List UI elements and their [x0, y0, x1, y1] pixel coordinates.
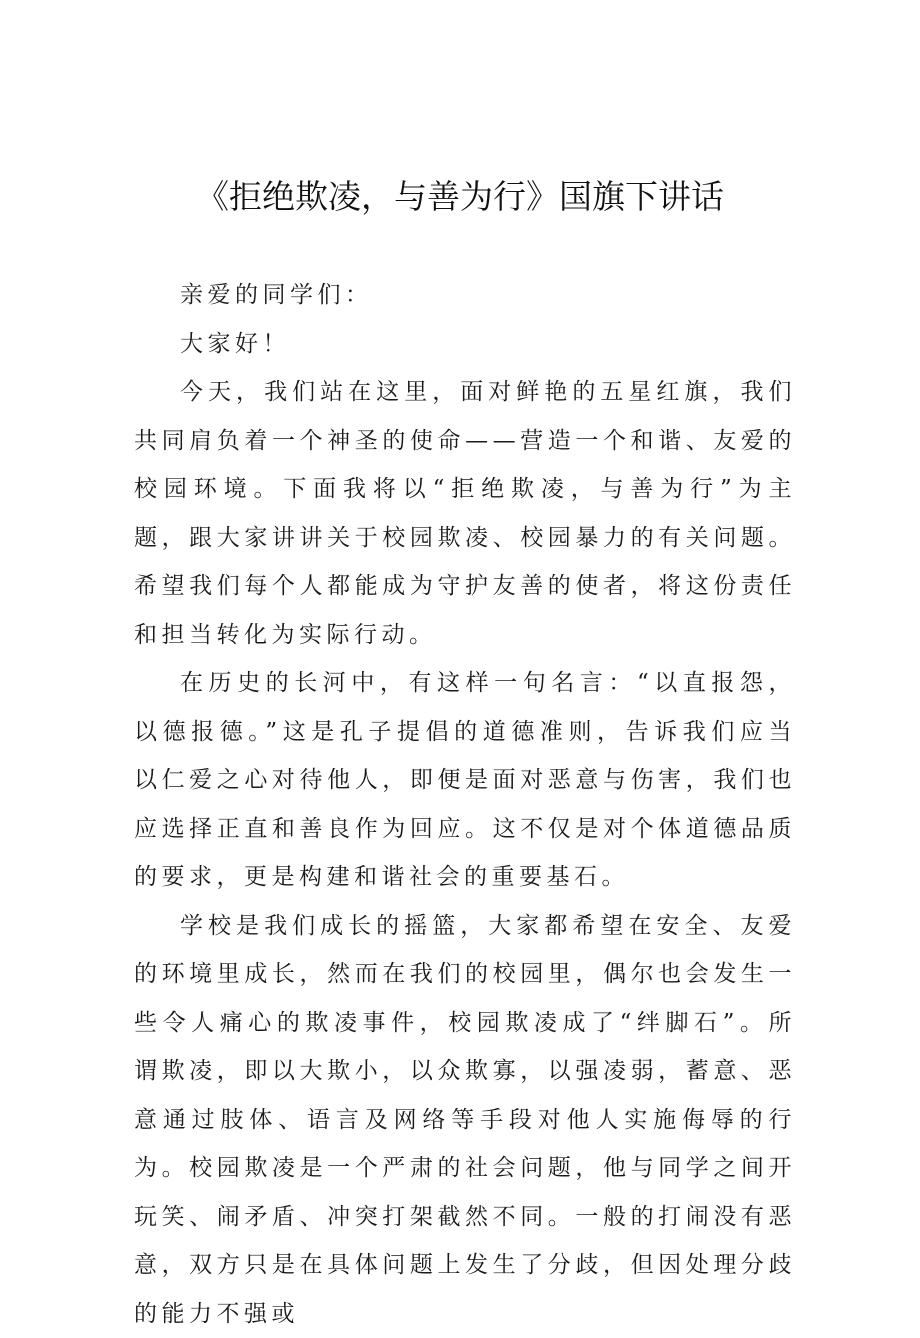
salutation: 亲爱的同学们：: [134, 271, 796, 320]
paragraph-confucius: 在历史的长河中，有这样一句名言：“以直报怨，以德报德。”这是孔子提倡的道德准则，告诉我们应当以仁爱之心对待他人，即便是面对恶意与伤害，我们也应选择正直和善良作为回应。这不仅是对个体道德品质的要求，更是构建和谐社会的重要基石。: [134, 659, 796, 902]
paragraph-intro: 今天，我们站在这里，面对鲜艳的五星红旗，我们共同肩负着一个神圣的使命——营造一个和谐、友爱的校园环境。下面我将以“拒绝欺凌，与善为行”为主题，跟大家讲讲关于校园欺凌、校园暴力的有关问题。希望我们每个人都能成为守护友善的使者，将这份责任和担当转化为实际行动。: [134, 368, 796, 659]
greeting: 大家好！: [134, 320, 796, 369]
document-body: [134, 271, 796, 1338]
paragraph-school: 学校是我们成长的摇篮，大家都希望在安全、友爱的环境里成长，然而在我们的校园里，偶尔也会发生一些令人痛心的欺凌事件，校园欺凌成了“绊脚石”。所谓欺凌，即以大欺小，以众欺寡，以强凌弱，蓄意、恶意通过肢体、语言及网络等手段对他人实施侮辱的行为。校园欺凌是一个严肃的社会问题，他与同学之间开玩笑、闹矛盾、冲突打架截然不同。一般的打闹没有恶意，双方只是在具体问题上发生了分歧，但因处理分歧的能力不强或: [134, 902, 796, 1338]
document-title: 《拒绝欺凌，与善为行》国旗下讲话: [0, 172, 920, 222]
